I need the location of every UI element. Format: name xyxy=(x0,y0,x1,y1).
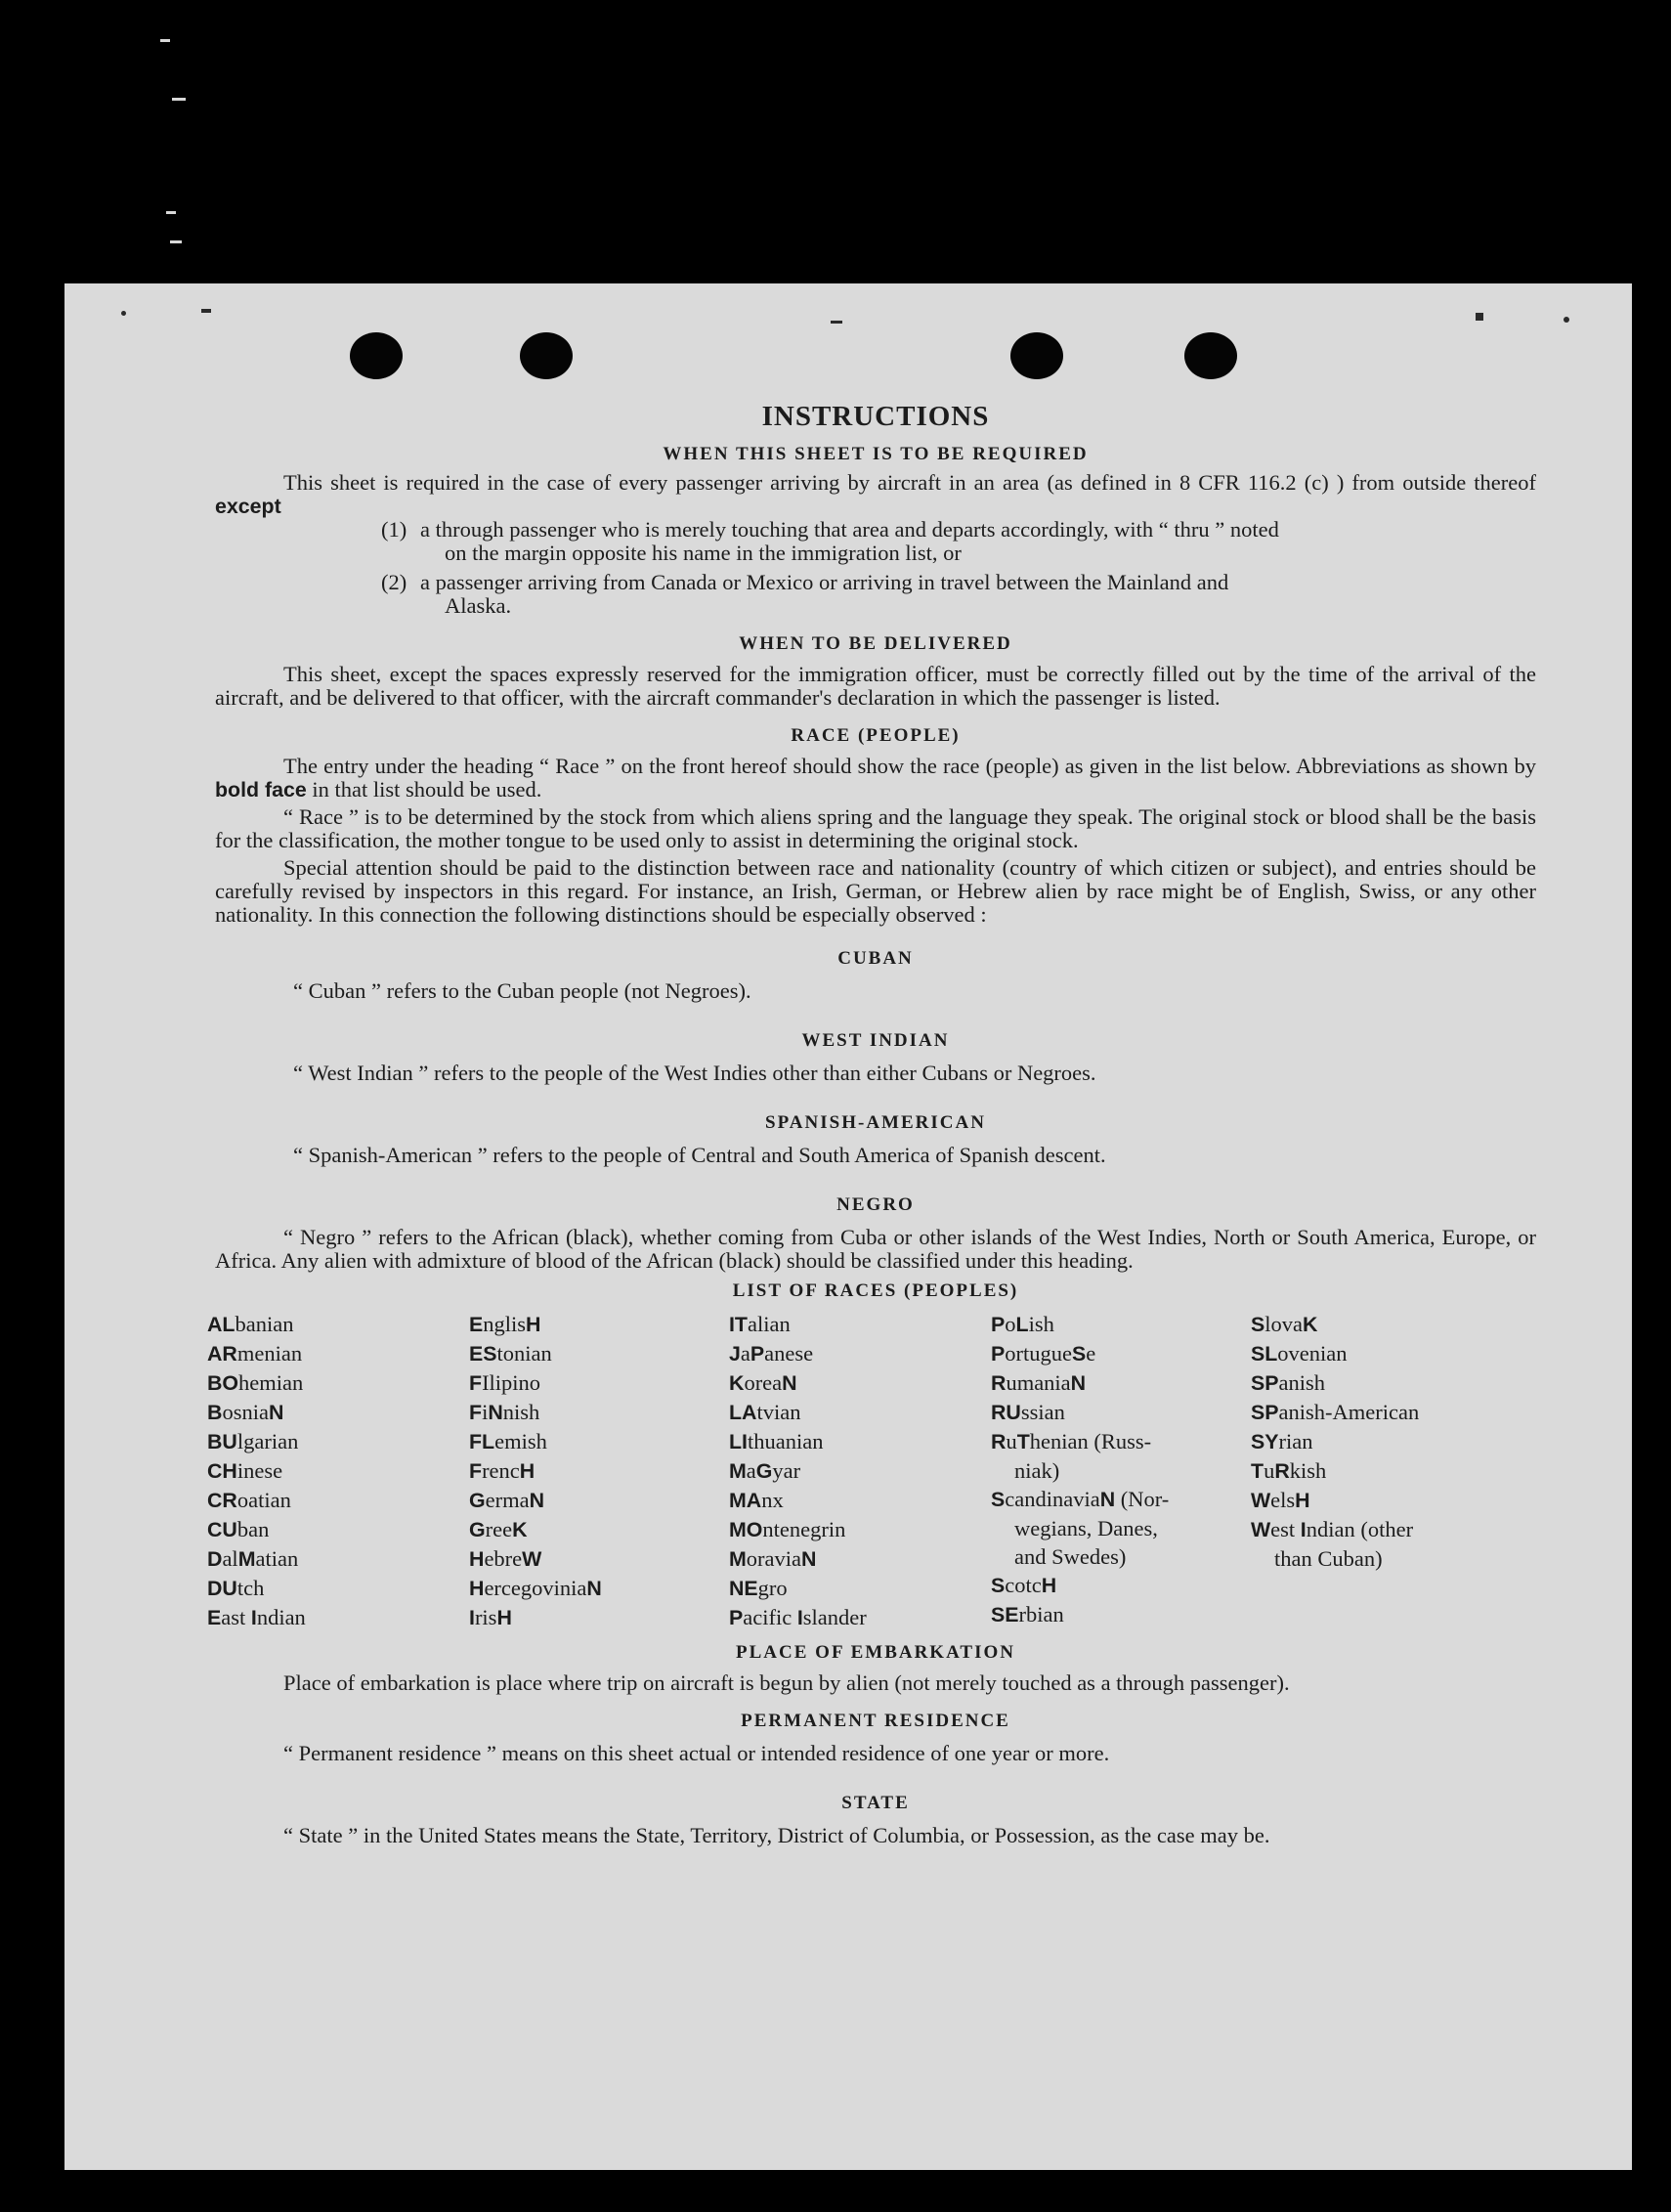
spanish-american-text: “ Spanish-American ” refers to the people of Central and South America of Spanish descent. xyxy=(293,1143,1106,1167)
section-heading-race: RACE (PEOPLE) xyxy=(791,725,961,746)
punch-hole xyxy=(350,332,403,379)
race-entry: EnglisH xyxy=(469,1312,541,1336)
race-entry: EStonian xyxy=(469,1341,552,1366)
race-text-1: The entry under the heading “ Race ” on the front hereof should show the race (people) as given in the list below. Abbreviations as shown by bold face in that list should be used. xyxy=(215,754,1536,802)
race-entry: MAnx xyxy=(729,1488,784,1512)
scan-speck xyxy=(172,98,186,101)
races-column-3 xyxy=(729,1310,991,1632)
race-entry: SPanish-American xyxy=(1251,1400,1420,1424)
race-entry: ScotcH xyxy=(991,1573,1057,1597)
list-of-races-heading: LIST OF RACES (PEOPLES) xyxy=(732,1280,1019,1301)
section-heading-spanish-american: SPANISH-AMERICAN xyxy=(765,1112,986,1133)
section-heading-permanent-residence: PERMANENT RESIDENCE xyxy=(741,1711,1010,1731)
race-entry: CUban xyxy=(207,1517,270,1541)
document-sheet xyxy=(64,283,1632,2170)
page-title: INSTRUCTIONS xyxy=(761,401,990,432)
race-entry: RUssian xyxy=(991,1400,1065,1424)
section-heading-cuban: CUBAN xyxy=(837,948,914,969)
race-entry: PortugueSe xyxy=(991,1341,1096,1366)
race-entry: BOhemian xyxy=(207,1370,304,1395)
race-entry: MOntenegrin xyxy=(729,1517,846,1541)
section-heading-when-delivered: WHEN TO BE DELIVERED xyxy=(739,633,1012,654)
exception-item-1: (1) a through passenger who is merely touching that area and departs accordingly, with “ thru ” noted on the margin opposite his name in the immigration list, or xyxy=(381,517,1279,565)
race-entry: RumaniaN xyxy=(991,1370,1087,1395)
race-entry: and Swedes) xyxy=(1014,1544,1127,1569)
race-entry: LIthuanian xyxy=(729,1429,824,1453)
race-entry: HercegoviniaN xyxy=(469,1576,602,1600)
punch-hole xyxy=(1184,332,1237,379)
races-column-5 xyxy=(1251,1310,1528,1632)
races-table xyxy=(207,1310,1536,1632)
punch-hole xyxy=(1010,332,1063,379)
cuban-text: “ Cuban ” refers to the Cuban people (not Negroes). xyxy=(293,978,751,1003)
scan-speck xyxy=(160,39,170,42)
race-entry: BUlgarian xyxy=(207,1429,299,1453)
race-entry: SlovaK xyxy=(1251,1312,1318,1336)
race-entry: IrisH xyxy=(469,1605,512,1629)
scan-mark xyxy=(201,309,211,313)
exception-item-2: (2) a passenger arriving from Canada or Mexico or arriving in travel between the Mainland and Alaska. xyxy=(381,570,1229,618)
race-entry: niak) xyxy=(1014,1458,1060,1483)
race-entry: DalMatian xyxy=(207,1546,299,1571)
race-entry: BosniaN xyxy=(207,1400,284,1424)
race-entry: ALbanian xyxy=(207,1312,294,1336)
race-entry: wegians, Danes, xyxy=(1014,1516,1158,1540)
race-entry: LAtvian xyxy=(729,1400,801,1424)
race-entry: KoreaN xyxy=(729,1370,797,1395)
section-heading-state: STATE xyxy=(841,1793,910,1813)
negro-text: “ Negro ” refers to the African (black), whether coming from Cuba or other islands of the West Indies, North or South America, Europe, or Africa. Any alien with admixture of blood of the African (black) should be classified under this heading. xyxy=(215,1225,1536,1273)
race-entry: SErbian xyxy=(991,1602,1064,1626)
section-heading-west-indian: WEST INDIAN xyxy=(801,1030,950,1051)
scan-speck xyxy=(166,211,176,214)
race-text-2: “ Race ” is to be determined by the stock from which aliens spring and the language they speak. The original stock or blood shall be the basis for the classification, the mother tongue to be used only to assist in determining the original stock. xyxy=(215,804,1536,852)
when-required-text: This sheet is required in the case of every passenger arriving by aircraft in an area (as defined in 8 CFR 116.2 (c) ) from outside thereof except xyxy=(215,470,1536,518)
section-heading-negro: NEGRO xyxy=(836,1194,915,1215)
instructions-content xyxy=(207,401,1536,1847)
race-entry: ARmenian xyxy=(207,1341,303,1366)
race-entry: Pacific Islander xyxy=(729,1605,867,1629)
race-entry: FiNnish xyxy=(469,1400,540,1424)
scan-mark xyxy=(831,321,842,324)
race-entry: MoraviaN xyxy=(729,1546,817,1571)
scan-mark xyxy=(1476,313,1483,321)
races-column-4 xyxy=(991,1310,1251,1632)
race-entry: FLemish xyxy=(469,1429,547,1453)
when-delivered-text: This sheet, except the spaces expressly reserved for the immigration officer, must be correctly filled out by the time of the arrival of the aircraft, and be delivered to that officer, with the aircraft commander's declaration in which the passenger is listed. xyxy=(215,662,1536,710)
punch-hole xyxy=(520,332,573,379)
scan-mark xyxy=(1564,317,1569,323)
race-entry: ScandinaviaN (Nor- xyxy=(991,1487,1170,1511)
race-entry: MaGyar xyxy=(729,1458,801,1483)
race-entry: FIlipino xyxy=(469,1370,541,1395)
section-heading-when-required: WHEN THIS SHEET IS TO BE REQUIRED xyxy=(663,444,1089,464)
residence-text: “ Permanent residence ” means on this sheet actual or intended residence of one year or more. xyxy=(283,1741,1110,1765)
race-entry: GermaN xyxy=(469,1488,545,1512)
race-entry: JaPanese xyxy=(729,1341,814,1366)
race-text-3: Special attention should be paid to the distinction between race and nationality (country of which citizen or subject), and entries should be carefully revised by inspectors in this regard. For instance, an Irish, German, or Hebrew alien by race might be of English, Swiss, or any other nationality. In this connection the following distinctions should be especially observed : xyxy=(215,855,1536,927)
races-column-2 xyxy=(469,1310,729,1632)
race-entry: HebreW xyxy=(469,1546,542,1571)
race-entry: GreeK xyxy=(469,1517,528,1541)
race-entry: SLovenian xyxy=(1251,1341,1348,1366)
race-entry: NEgro xyxy=(729,1576,788,1600)
race-entry: WelsH xyxy=(1251,1488,1310,1512)
section-heading-embarkation: PLACE OF EMBARKATION xyxy=(736,1642,1015,1663)
race-entry: SYrian xyxy=(1251,1429,1313,1453)
race-entry: CRoatian xyxy=(207,1488,291,1512)
race-entry: than Cuban) xyxy=(1274,1546,1383,1571)
race-entry: SPanish xyxy=(1251,1370,1325,1395)
race-entry: East Indian xyxy=(207,1605,306,1629)
race-entry: ITalian xyxy=(729,1312,791,1336)
embarkation-text: Place of embarkation is place where trip on aircraft is begun by alien (not merely touched as a through passenger). xyxy=(283,1670,1290,1695)
race-entry: PoLish xyxy=(991,1312,1054,1336)
race-entry: DUtch xyxy=(207,1576,265,1600)
race-entry: TuRkish xyxy=(1251,1458,1327,1483)
west-indian-text: “ West Indian ” refers to the people of the West Indies other than either Cubans or Negroes. xyxy=(293,1061,1096,1085)
state-text: “ State ” in the United States means the State, Territory, District of Columbia, or Possession, as the case may be. xyxy=(283,1823,1270,1847)
race-entry: RuThenian (Russ- xyxy=(991,1429,1152,1453)
race-entry: CHinese xyxy=(207,1458,283,1483)
race-entry: West Indian (other xyxy=(1251,1517,1414,1541)
races-column-1 xyxy=(207,1310,469,1632)
scan-speck xyxy=(170,240,182,243)
scan-mark xyxy=(121,311,126,316)
race-entry: FrencH xyxy=(469,1458,536,1483)
